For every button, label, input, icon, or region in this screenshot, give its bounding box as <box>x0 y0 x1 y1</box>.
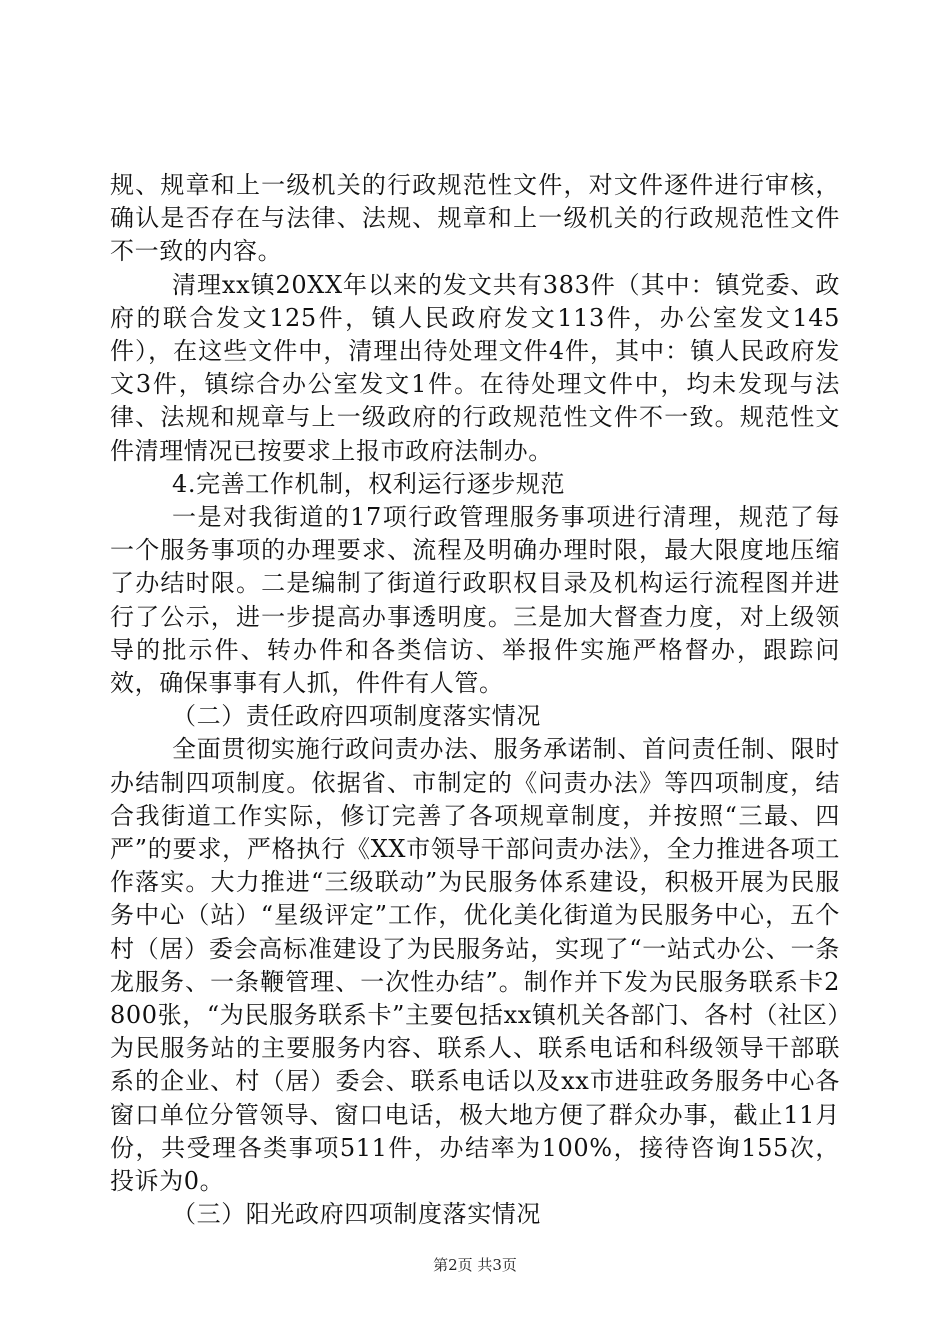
paragraph-responsible-government: 全面贯彻实施行政问责办法、服务承诺制、首问责任制、限时办结制四项制度。依据省、市制定的《问责办法》等四项制度，结合我街道工作实际，修订完善了各项规章制度，并按照“三最、四严”的要求，严格执行《XX市领导干部问责办法》，全力推进各项工作落实。大力推进“三级联动”为民服务体系建设，积极开展为民服务中心（站）“星级评定”工作，优化美化街道为民服务中心，五个村（居）委会高标准建设了为民服务站，实现了“一站式办公、一条龙服务、一条鞭管理、一次性办结”。制作并下发为民服务联系卡2800张，“为民服务联系卡”主要包括xx镇机关各部门、各村（社区）为民服务站的主要服务内容、联系人、联系电话和科级领导干部联系的企业、村（居）委会、联系电话以及xx市进驻政务服务中心各窗口单位分管领导、窗口电话，极大地方便了群众办事，截止11月份，共受理各类事项511件，办结率为100%，接待咨询155次，投诉为0。 <box>110 735 840 1196</box>
section-heading-responsible-government: （二）责任政府四项制度落实情况 <box>172 702 541 731</box>
section-heading-sunshine-government: （三）阳光政府四项制度落实情况 <box>172 1200 541 1229</box>
section-heading-work-mechanism: 4.完善工作机制，权利运行逐步规范 <box>172 469 566 498</box>
document-body <box>110 169 840 1232</box>
page-number-footer: 第2页 共3页 <box>433 1256 517 1274</box>
paragraph-work-mechanism: 一是对我街道的17项行政管理服务事项进行清理，规范了每一个服务事项的办理要求、流程及明确办理时限，最大限度地压缩了办结时限。二是编制了街道行政职权目录及机构运行流程图并进行了公示，进一步提高办事透明度。三是加大督查力度，对上级领导的批示件、转办件和各类信访、举报件实施严格督办，跟踪问效，确保事事有人抓，件件有人管。 <box>110 503 840 698</box>
paragraph-file-cleanup: 清理xx镇20XX年以来的发文共有383件（其中：镇党委、政府的联合发文125件，镇人民政府发文113件，办公室发文145件），在这些文件中，清理出待处理文件4件，其中：镇人民政府发文3件，镇综合办公室发文1件。在待处理文件中，均未发现与法律、法规和规章与上一级政府的行政规范性文件不一致。规范性文件清理情况已按要求上报市政府法制办。 <box>110 270 840 465</box>
paragraph-continuation: 规、规章和上一级机关的行政规范性文件，对文件逐件进行审核，确认是否存在与法律、法规、规章和上一级机关的行政规范性文件不一致的内容。 <box>110 171 840 266</box>
